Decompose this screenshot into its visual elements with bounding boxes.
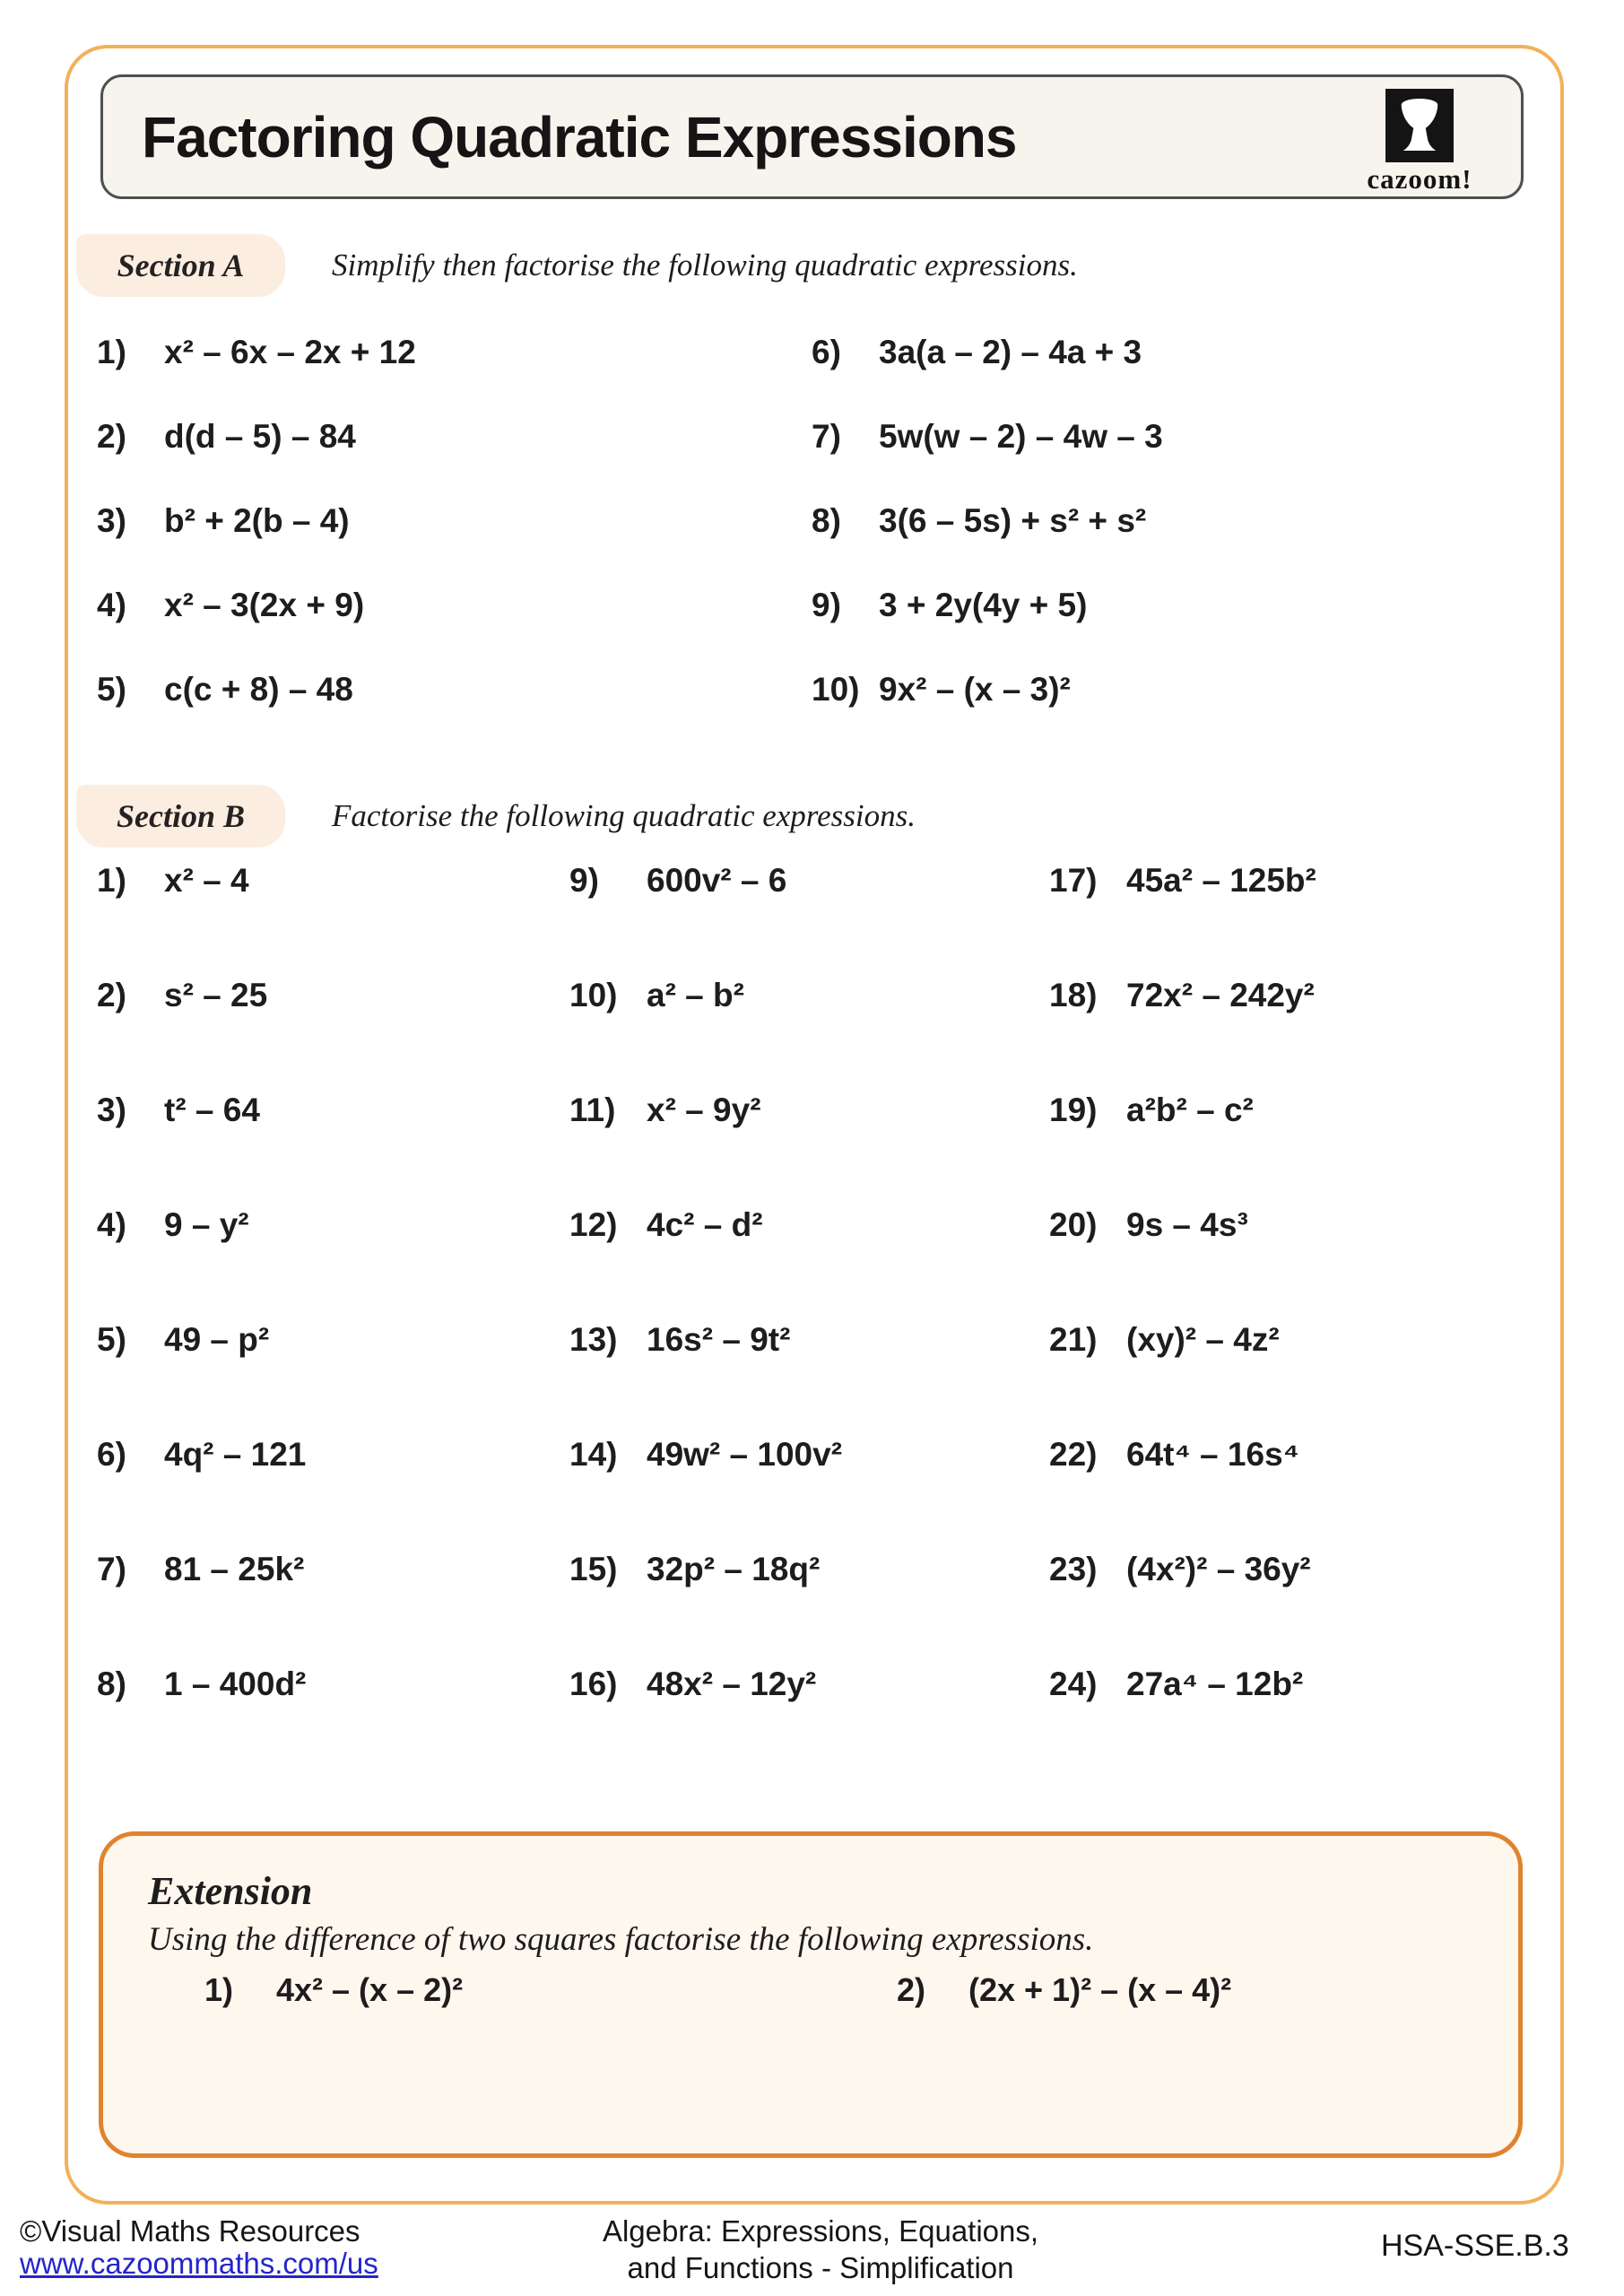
problem-expression: 49 – p²	[164, 1321, 270, 1358]
problem-expression: 3 + 2y(4y + 5)	[879, 587, 1088, 623]
problem-expression: 64t⁴ – 16s⁴	[1126, 1436, 1299, 1473]
problem-number: 2)	[97, 418, 126, 455]
footer-category	[587, 2213, 1054, 2286]
section-b-label: Section B	[76, 785, 285, 848]
extension-problem-2	[897, 1970, 1231, 2011]
problem-number: 7)	[97, 1551, 126, 1587]
problem-row	[1049, 1204, 1316, 1247]
problem-number: 2)	[897, 1971, 926, 2008]
problem-row	[569, 1089, 842, 1132]
problem-number: 3)	[97, 1091, 126, 1128]
problem-expression: 4x² – (x – 2)²	[276, 1971, 464, 2008]
problem-number: 10)	[812, 671, 860, 708]
problem-row	[569, 1548, 842, 1591]
problem-row	[97, 1318, 306, 1361]
footer-link[interactable]: www.cazoommaths.com/us	[20, 2247, 378, 2280]
problem-number: 7)	[812, 418, 841, 455]
section-b-problems-col3	[1049, 859, 1316, 1706]
logo-wordmark: cazoom!	[1367, 163, 1472, 195]
problem-row	[1049, 1089, 1316, 1132]
problem-row	[97, 1548, 306, 1591]
problem-expression: x² – 4	[164, 862, 249, 899]
page-title: Factoring Quadratic Expressions	[142, 104, 1017, 170]
problem-expression: x² – 3(2x + 9)	[164, 587, 365, 623]
problem-row	[97, 417, 416, 457]
problem-row	[1049, 1433, 1316, 1476]
problem-expression: a² – b²	[647, 977, 744, 1013]
problem-row	[97, 974, 306, 1017]
problem-expression: 81 – 25k²	[164, 1551, 305, 1587]
problem-row	[97, 501, 416, 541]
section-a-problems-col2	[812, 333, 1163, 709]
section-b-problems-col1	[97, 859, 306, 1706]
problem-number: 2)	[97, 977, 126, 1013]
problem-row	[569, 1433, 842, 1476]
problem-expression: 4c² – d²	[647, 1206, 763, 1243]
problem-row	[1049, 1318, 1316, 1361]
problem-number: 8)	[97, 1665, 126, 1702]
problem-row	[812, 586, 1163, 625]
problem-row	[812, 501, 1163, 541]
problem-number: 17)	[1049, 862, 1098, 899]
problem-row	[569, 974, 842, 1017]
problem-expression: 4q² – 121	[164, 1436, 307, 1473]
problem-number: 13)	[569, 1321, 618, 1358]
problem-expression: s² – 25	[164, 977, 268, 1013]
problem-row	[97, 333, 416, 372]
problem-number: 11)	[569, 1091, 616, 1128]
problem-number: 19)	[1049, 1091, 1098, 1128]
problem-expression: 3a(a – 2) – 4a + 3	[879, 334, 1142, 370]
problem-number: 9)	[569, 862, 599, 899]
problem-expression: (xy)² – 4z²	[1126, 1321, 1280, 1358]
footer-standard-code: HSA-SSE.B.3	[1381, 2229, 1569, 2263]
footer-category-line2: and Functions - Simplification	[627, 2251, 1014, 2284]
problem-number: 16)	[569, 1665, 618, 1702]
problem-number: 3)	[97, 502, 126, 539]
problem-expression: 1 – 400d²	[164, 1665, 307, 1702]
problem-number: 5)	[97, 1321, 126, 1358]
problem-expression: 600v² – 6	[647, 862, 787, 899]
problem-row	[1049, 1663, 1316, 1706]
footer-category-line1: Algebra: Expressions, Equations,	[602, 2214, 1039, 2248]
problem-row	[569, 1318, 842, 1361]
problem-row	[97, 586, 416, 625]
problem-number: 24)	[1049, 1665, 1098, 1702]
problem-expression: 3(6 – 5s) + s² + s²	[879, 502, 1147, 539]
problem-expression: 9x² – (x – 3)²	[879, 671, 1071, 708]
extension-problem-1	[204, 1970, 463, 2011]
problem-number: 23)	[1049, 1551, 1098, 1587]
problem-number: 1)	[204, 1971, 234, 2008]
problem-row	[97, 1663, 306, 1706]
problem-expression: b² + 2(b – 4)	[164, 502, 350, 539]
problem-row	[1049, 974, 1316, 1017]
problem-number: 1)	[97, 862, 126, 899]
problem-expression: 32p² – 18q²	[647, 1551, 821, 1587]
problem-number: 6)	[97, 1436, 126, 1473]
problem-expression: 9s – 4s³	[1126, 1206, 1248, 1243]
problem-number: 4)	[97, 1206, 126, 1243]
problem-expression: (2x + 1)² – (x – 4)²	[968, 1971, 1232, 2008]
problem-row	[569, 1663, 842, 1706]
problem-expression: 27a⁴ – 12b²	[1126, 1665, 1304, 1702]
section-a-label: Section A	[76, 234, 285, 297]
problem-number: 4)	[97, 587, 126, 623]
problem-row	[97, 1433, 306, 1476]
problem-row	[569, 859, 842, 902]
problem-row	[1049, 859, 1316, 902]
drum-icon	[1385, 89, 1454, 162]
problem-expression: x² – 6x – 2x + 12	[164, 334, 416, 370]
problem-expression: a²b² – c²	[1126, 1091, 1254, 1128]
problem-number: 14)	[569, 1436, 618, 1473]
extension-label: Extension	[148, 1869, 313, 1913]
problem-expression: 48x² – 12y²	[647, 1665, 817, 1702]
footer-copyright: ©Visual Maths Resources	[20, 2214, 360, 2248]
problem-row	[97, 1089, 306, 1132]
problem-expression: x² – 9y²	[647, 1091, 761, 1128]
problem-number: 1)	[97, 334, 126, 370]
section-b-problems-col2	[569, 859, 842, 1706]
section-a-instruction: Simplify then factorise the following quadratic expressions.	[332, 248, 1078, 283]
problem-number: 22)	[1049, 1436, 1098, 1473]
section-b-instruction: Factorise the following quadratic expressions.	[332, 798, 916, 833]
problem-expression: c(c + 8) – 48	[164, 671, 353, 708]
problem-expression: 9 – y²	[164, 1206, 249, 1243]
problem-expression: 45a² – 125b²	[1126, 862, 1316, 899]
problem-number: 8)	[812, 502, 841, 539]
problem-expression: 16s² – 9t²	[647, 1321, 791, 1358]
problem-expression: d(d – 5) – 84	[164, 418, 356, 455]
problem-expression: t² – 64	[164, 1091, 260, 1128]
problem-number: 5)	[97, 671, 126, 708]
problem-number: 20)	[1049, 1206, 1098, 1243]
problem-row	[812, 670, 1163, 709]
problem-expression: (4x²)² – 36y²	[1126, 1551, 1311, 1587]
problem-expression: 49w² – 100v²	[647, 1436, 843, 1473]
problem-number: 10)	[569, 977, 618, 1013]
title-bar	[100, 74, 1524, 199]
problem-expression: 72x² – 242y²	[1126, 977, 1315, 1013]
section-a-problems-col1	[97, 333, 416, 709]
problem-number: 12)	[569, 1206, 618, 1243]
problem-row	[569, 1204, 842, 1247]
problem-number: 6)	[812, 334, 841, 370]
problem-row	[97, 859, 306, 902]
problem-number: 9)	[812, 587, 841, 623]
problem-row	[97, 1204, 306, 1247]
cazoom-logo	[1352, 89, 1487, 196]
problem-row	[812, 417, 1163, 457]
problem-number: 21)	[1049, 1321, 1098, 1358]
problem-number: 18)	[1049, 977, 1098, 1013]
problem-row	[97, 670, 416, 709]
problem-number: 15)	[569, 1551, 618, 1587]
extension-instruction: Using the difference of two squares factorise the following expressions.	[148, 1921, 1094, 1958]
problem-expression: 5w(w – 2) – 4w – 3	[879, 418, 1163, 455]
problem-row	[1049, 1548, 1316, 1591]
problem-row	[812, 333, 1163, 372]
